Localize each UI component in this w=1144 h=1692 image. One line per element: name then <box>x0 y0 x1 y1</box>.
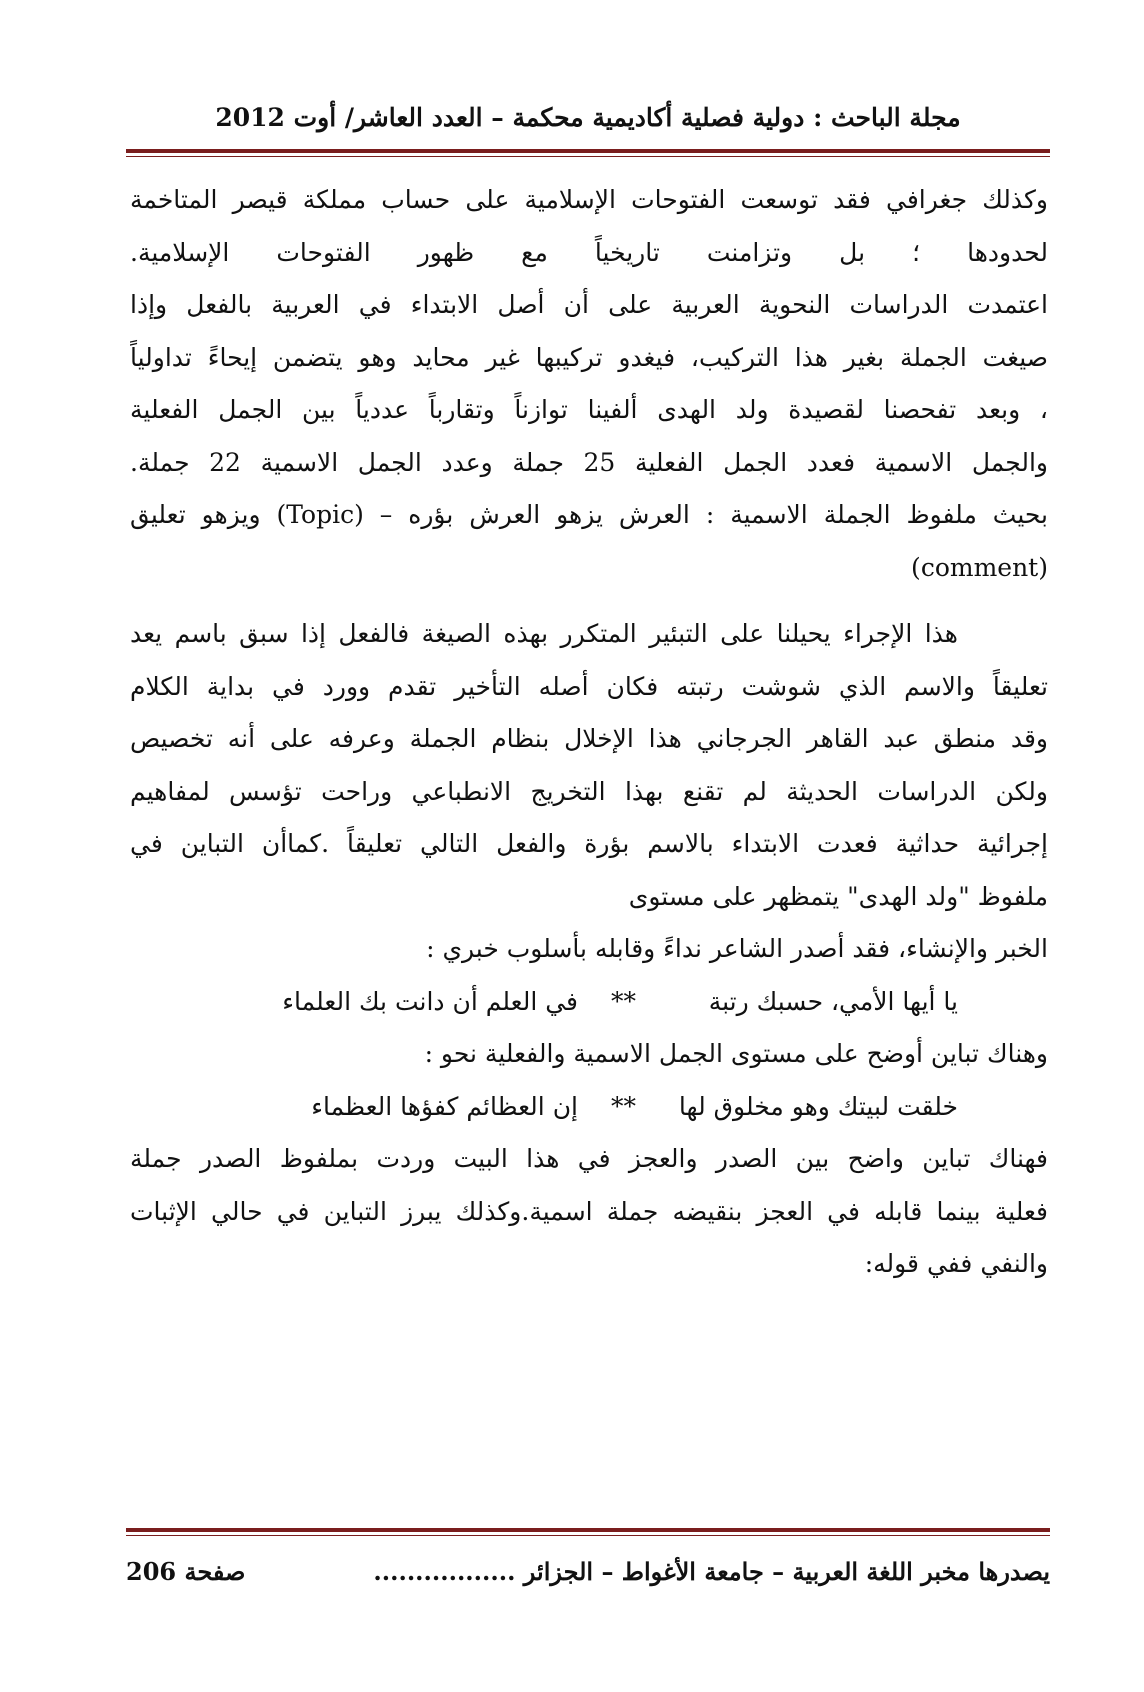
footer-publisher: يصدرها مخبر اللغة العربية – جامعة الأغواط – الجزائر ................. <box>373 1557 1050 1586</box>
paragraph-line: تعليقاً والاسم الذي شوشت رتبته فكان أصله التأخير تقدم وورد في بداية الكلام <box>130 671 1048 701</box>
verse-first-hemistich: خلقت لبيتك وهو مخلوق لها <box>678 1091 958 1121</box>
paragraph-line: ، وبعد تفحصنا لقصيدة ولد الهدى ألفينا توازناً وتقارباً عددياً بين الجمل الفعلية <box>130 395 1048 424</box>
page-footer <box>126 1552 1050 1592</box>
verse-first-hemistich: يا أيها الأمي، حسبك رتبة <box>708 986 958 1016</box>
footer-rule-thin <box>126 1535 1050 1536</box>
journal-header-title: مجلة الباحث : دولية فصلية أكاديمية محكمة – العدد العاشر/ أوت 2012 <box>215 103 961 132</box>
paragraph-line: صيغت الجملة بغير هذا التركيب، فيغدو تركيبها غير محايد وهو يتضمن إيحاءً تداولياً <box>130 342 1048 372</box>
paragraph-line: والنفي ففي قوله: <box>864 1249 1048 1278</box>
paragraph-line: ولكن الدراسات الحديثة لم تقنع بهذا التخريج الانطباعي وراحت تؤسس لمفاهيم <box>130 776 1048 806</box>
article-body <box>130 174 1048 1291</box>
verse-second-hemistich: إن العظائم كفؤها العظماء <box>311 1091 578 1121</box>
page-number: صفحة 206 <box>126 1557 246 1586</box>
verse-separator: ** <box>611 1091 636 1121</box>
header-rule-thick <box>126 149 1050 153</box>
paragraph-line: لحدودها ؛ بل وتزامنت تاريخياً مع ظهور الفتوحات الإسلامية. <box>130 237 1048 267</box>
paragraph-line: ملفوظ "ولد الهدى" يتمظهر على مستوى <box>628 881 1048 911</box>
poem-verse <box>130 1081 1048 1134</box>
paragraph-line: والجمل الاسمية فعدد الجمل الفعلية 25 جملة وعدد الجمل الاسمية 22 جملة. <box>130 447 1048 477</box>
footer-rule-thick <box>126 1528 1050 1532</box>
verse-second-hemistich: في العلم أن دانت بك العلماء <box>282 986 578 1016</box>
paragraph-line: فعلية بينما قابله في العجز بنقيضه جملة اسمية.وكذلك يبرز التباين في حالي الإثبات <box>130 1196 1048 1226</box>
paragraph-line: فهناك تباين واضح بين الصدر والعجز في هذا البيت وردت بملفوظ الصدر جملة <box>130 1144 1048 1173</box>
paragraph-line: إجرائية حداثية فعدت الابتداء بالاسم بؤرة والفعل التالي تعليقاً .كماأن التباين في <box>130 829 1048 858</box>
paragraph-line: (comment) <box>911 552 1048 582</box>
paragraph-line: اعتمدت الدراسات النحوية العربية على أن أصل الابتداء في العربية بالفعل وإذا <box>130 290 1048 319</box>
paragraph-line: هذا الإجراء يحيلنا على التبئير المتكرر بهذه الصيغة فالفعل إذا سبق باسم يعد <box>130 619 958 648</box>
paragraph-line: بحيث ملفوظ الجملة الاسمية : العرش يزهو العرش بؤره – (Topic) ويزهو تعليق <box>130 500 1048 529</box>
header-rule-thin <box>126 156 1050 157</box>
paragraph-line: الخبر والإنشاء، فقد أصدر الشاعر نداءً وقابله بأسلوب خبري : <box>426 934 1048 963</box>
paragraph-line: وكذلك جغرافي فقد توسعت الفتوحات الإسلامية على حساب مملكة قيصر المتاخمة <box>130 185 1048 214</box>
poem-verse <box>130 976 1048 1029</box>
verse-separator: ** <box>611 986 636 1016</box>
paragraph-line: وهناك تباين أوضح على مستوى الجمل الاسمية والفعلية نحو : <box>424 1039 1048 1068</box>
paragraph-line: وقد منطق عبد القاهر الجرجاني هذا الإخلال بنظام الجملة وعرفه على أنه تخصيص <box>130 724 1048 753</box>
